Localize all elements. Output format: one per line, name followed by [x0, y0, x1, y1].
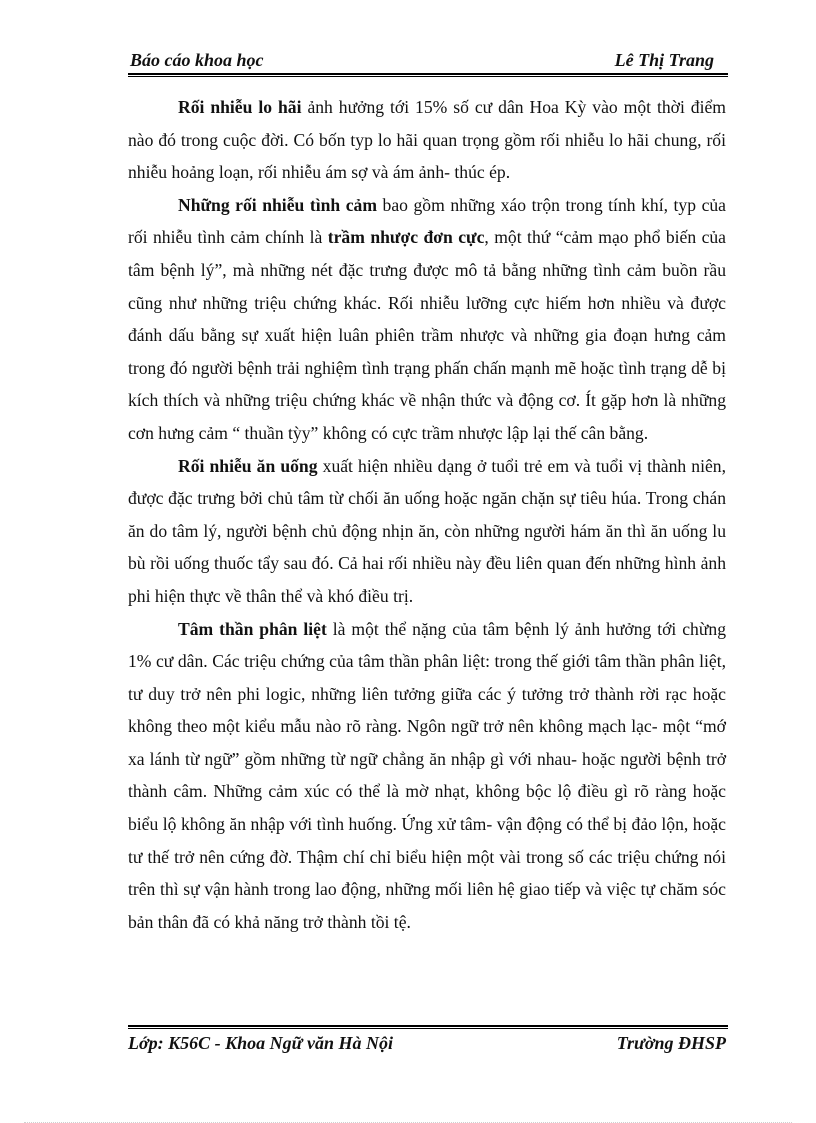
- footer-class-info: Lớp: K56C - Khoa Ngữ văn Hà Nội: [128, 1033, 393, 1053]
- paragraph-text: ảnh hưởng tới 15% số cư dân Hoa Kỳ vào một thời điểm nào đó trong cuộc đời. Có bốn typ lo hãi quan trọng gồm rối nhiễu lo hãi chung, rối nhiễu hoảng loạn, rối nhiễu ám sợ và ám ảnh- thúc ép.: [128, 97, 726, 183]
- footer-rule-thin: [128, 1028, 728, 1029]
- paragraph-anxiety: [128, 91, 726, 189]
- header-report-title: Báo cáo khoa học: [130, 50, 264, 70]
- term-schizophrenia: Tâm thần phân liệt: [178, 618, 327, 639]
- paragraph-text: , một thứ “cảm mạo phổ biến của tâm bệnh lý”, mà những nét đặc trưng được mô tả bằng những tình cảm buồn rầu cũng như những triệu chứng khác. Rối nhiễu lưỡng cực hiếm hơn nhiều và được đánh dấu bằng sự xuất hiện luân phiên trầm nhược và những gia đoạn hưng cảm trong đó người bệnh trải nghiệm tình trạng phấn chấn mạnh mẽ hoặc tình trạng dễ bị kích thích và những triệu chứng khác về nhận thức và động cơ. Ít gặp hơn là những cơn hưng cảm “ thuần tỳy” không có cực trầm nhược lập lại thế cân bằng.: [128, 227, 726, 443]
- paragraph-schizophrenia: [128, 613, 726, 939]
- paragraph-text: là một thể nặng của tâm bệnh lý ảnh hưởng tới chừng 1% cư dân. Các triệu chứng của tâm thần phân liệt: trong thế giới tâm thần phân liệt, tư duy trở nên phi logic, những liên tưởng giữa các ý tưởng trở thành rời rạc hoặc không theo một kiểu mẫu nào rõ ràng. Ngôn ngữ trở nên không mạch lạc- một “mớ xa lánh từ ngữ” gồm những từ ngữ chẳng ăn nhập gì với nhau- hoặc người bệnh trở thành câm. Những cảm xúc có thể là mờ nhạt, không bộc lộ điều gì rõ ràng hoặc biểu lộ không ăn nhập với tình huống. Ứng xử tâm- vận động có thể bị đảo lộn, hoặc tư thế trở nên cứng đờ. Thậm chí chỉ biểu hiện một vài trong số các triệu chứng nói trên thì sự vận hành trong lao động, những mối liên hệ giao tiếp và việc tự chăm sóc bản thân đã có khả năng trở thành tồi tệ.: [128, 618, 726, 932]
- page-header: [128, 48, 728, 74]
- paragraph-eating: [128, 450, 726, 613]
- page-footer: [128, 1031, 728, 1081]
- paragraph-text: bao gồm những xáo trộn trong tính khí, typ của rối nhiễu tình cảm chính là: [128, 194, 726, 248]
- header-rule-thick: [128, 73, 728, 75]
- footer-rule-thick: [128, 1025, 728, 1027]
- term-eating-disorder: Rối nhiễu ăn uống: [178, 455, 318, 476]
- footer-school: Trường ĐHSP: [616, 1033, 726, 1053]
- term-mood-disorder: Những rối nhiễu tình cảm: [178, 194, 377, 215]
- header-author: Lê Thị Trang: [614, 50, 714, 70]
- term-unipolar-depression: trầm nhược đơn cực: [327, 227, 485, 248]
- paragraph-text: xuất hiện nhiều dạng ở tuổi trẻ em và tuổi vị thành niên, được đặc trưng bởi chủ tâm từ chối ăn uống hoặc ngăn chặn sự tiêu húa. Trong chán ăn do tâm lý, người bệnh chủ động nhịn ăn, còn những người hám ăn thì ăn uống lu bù rồi uống thuốc tẩy sau đó. Cả hai rối nhiều này đều liên quan đến những hình ảnh phi hiện thực về thân thể và khó điều trị.: [128, 455, 726, 606]
- term-anxiety-disorder: Rối nhiễu lo hãi: [178, 97, 302, 117]
- document-body: [128, 91, 726, 938]
- header-rule-thin: [128, 76, 728, 77]
- paragraph-mood: [128, 189, 726, 450]
